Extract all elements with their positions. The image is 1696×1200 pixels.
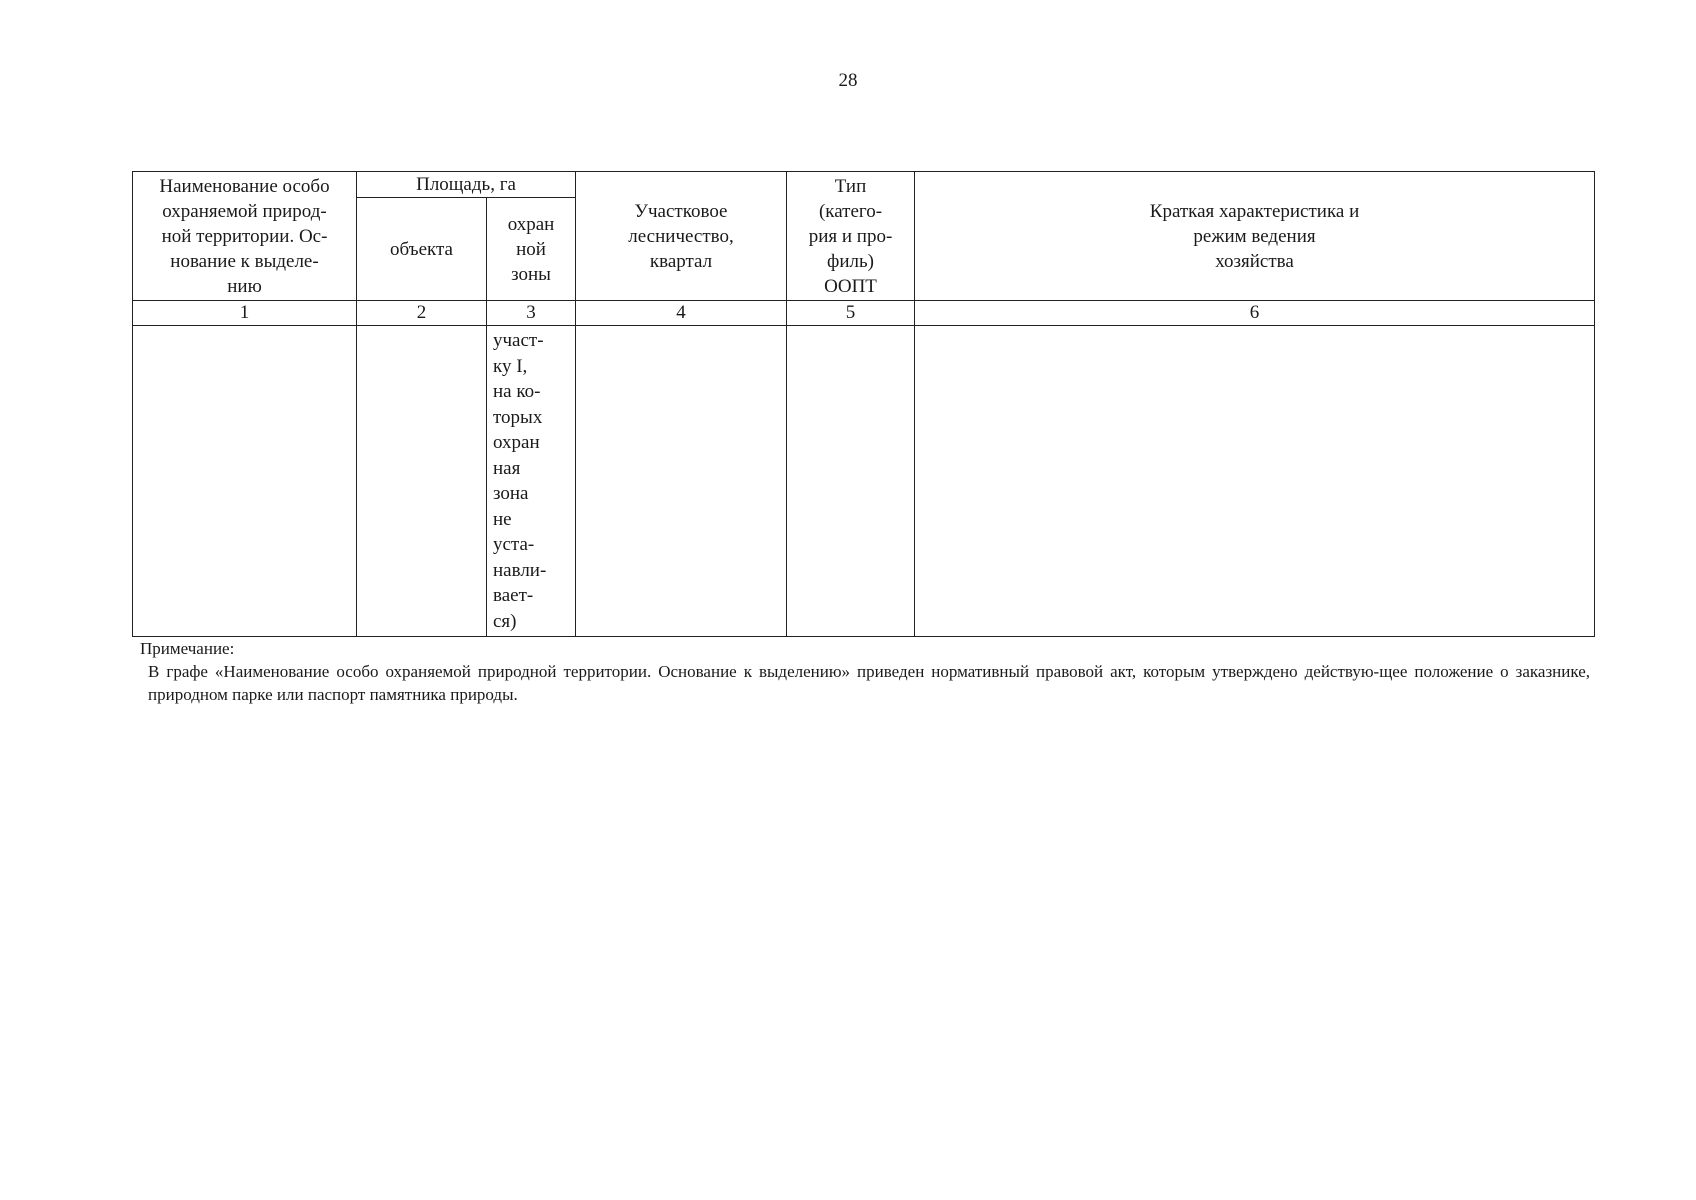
- table-header-row: [133, 172, 1595, 198]
- cell-area-object: [357, 326, 487, 637]
- column-number: 6: [915, 301, 1595, 326]
- header-area-object: объекта: [357, 198, 487, 301]
- header-forestry: Участковое лесничество, квартал: [576, 172, 787, 301]
- header-description: Краткая характеристика и режим ведения хозяйства: [915, 172, 1595, 301]
- header-type: Тип (катего- рия и про- филь) ООПТ: [787, 172, 915, 301]
- header-name: Наименование особо охраняемой природ- ной территории. Ос- нование к выделе- нию: [133, 172, 357, 301]
- table-note: [140, 637, 1590, 706]
- header-area-zone: охран ной зоны: [487, 198, 576, 301]
- column-number: 4: [576, 301, 787, 326]
- column-number: 2: [357, 301, 487, 326]
- cell-name: [133, 326, 357, 637]
- cell-area-zone: участ- ку I, на ко- торых охран ная зона не уста- навли- вает- ся): [487, 326, 576, 637]
- page-number: 28: [838, 70, 858, 91]
- cell-type: [787, 326, 915, 637]
- note-text: В графе «Наименование особо охраняемой природной территории. Основание к выделению» приведен нормативный правовой акт, которым утверждено действую-щее положение о заказнике, природном парке или паспорт памятника природы.: [148, 662, 1590, 704]
- protected-areas-table: [132, 171, 1595, 637]
- column-number: 3: [487, 301, 576, 326]
- header-area-group: Площадь, га: [357, 172, 576, 198]
- column-numbers-row: [133, 301, 1595, 326]
- cell-description: [915, 326, 1595, 637]
- column-number: 1: [133, 301, 357, 326]
- note-title: Примечание:: [140, 639, 235, 658]
- column-number: 5: [787, 301, 915, 326]
- table-row: [133, 326, 1595, 637]
- cell-forestry: [576, 326, 787, 637]
